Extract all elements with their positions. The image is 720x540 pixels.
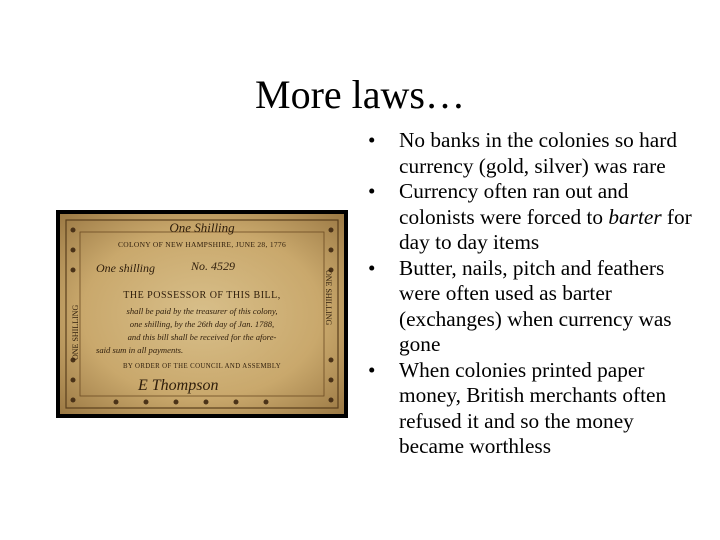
bill-side-label-left: ONE SHILLING (71, 304, 80, 360)
barter-term: barter (608, 204, 662, 229)
bill-text-line-3: and this bill shall be received for the afore- (127, 332, 277, 342)
bill-possessor-line: THE POSSESSOR OF THIS BILL, (123, 290, 281, 301)
bill-colony-line: COLONY OF NEW HAMPSHIRE, JUNE 28, 1776 (117, 240, 287, 249)
bullet-item: • Butter, nails, pitch and feathers were often used as barter (exchanges) when currency was gone (368, 255, 672, 356)
bullet-item: • No banks in the colonies so hard currency (gold, silver) was rare (368, 128, 677, 178)
bullet-item: • When colonies printed paper money, British merchants often refused it and so the money became worthless (368, 357, 667, 458)
colonial-banknote-image (56, 210, 348, 418)
bill-text-line-4: said sum in all payments. (96, 345, 184, 355)
bill-text-line-2: one shilling, by the 26th day of Jan. 1788, (129, 319, 275, 329)
bill-serial: No. 4529 (191, 259, 236, 273)
slide-title: More laws… (255, 72, 465, 117)
bill-side-label-right: ONE SHILLING (324, 270, 333, 326)
bullet-dot-icon: • (368, 128, 376, 152)
bullet-list (364, 128, 704, 460)
bill-text-line-1: shall be paid by the treasurer of this colony, (126, 306, 278, 316)
bill-denomination: One shilling (96, 261, 155, 275)
bill-signature: E Thompson (138, 377, 219, 394)
bullet-dot-icon: • (368, 179, 376, 203)
bill-heading: One Shilling (169, 220, 235, 235)
bullet-dot-icon: • (368, 255, 376, 280)
bill-order-line: BY ORDER OF THE COUNCIL AND ASSEMBLY (122, 363, 282, 370)
bullet-item: • Currency often ran out and colonists were forced to barter for day to day items (368, 179, 692, 254)
bullet-dot-icon: • (368, 357, 376, 382)
